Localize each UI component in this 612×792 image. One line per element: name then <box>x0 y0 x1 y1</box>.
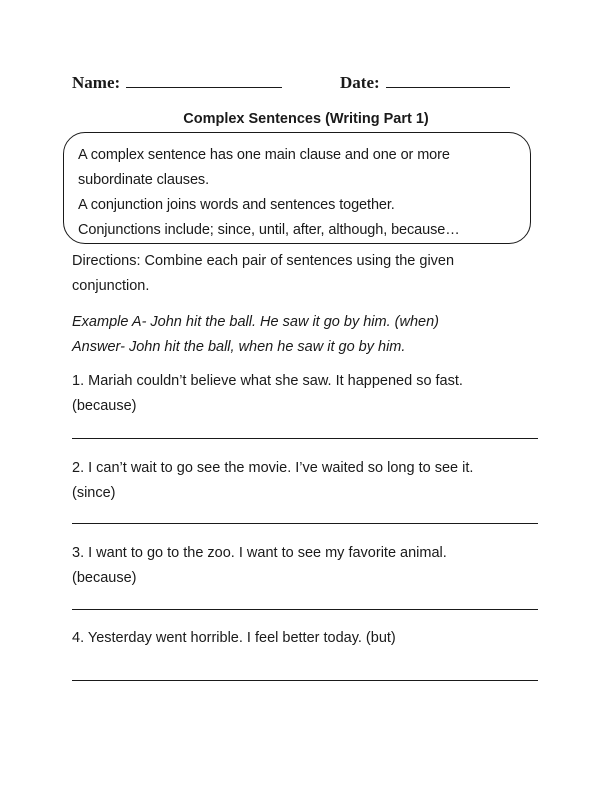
directions-line: Directions: Combine each pair of sentences using the given <box>72 253 455 269</box>
definition-line: A complex sentence has one main clause and one or more <box>78 147 450 163</box>
question-text: 1. Mariah couldn’t believe what she saw. It happened so fast. <box>72 373 463 389</box>
answer-line-1[interactable] <box>72 438 538 439</box>
definition-box <box>63 132 531 244</box>
question-3 <box>72 541 538 591</box>
date-blank-line[interactable] <box>386 72 510 88</box>
answer-line-2[interactable] <box>72 523 538 524</box>
answer-line-4[interactable] <box>72 680 538 681</box>
answer-line-3[interactable] <box>72 609 538 610</box>
question-2 <box>72 456 538 506</box>
example-block <box>72 310 439 360</box>
definition-line: subordinate clauses. <box>78 172 209 188</box>
question-conjunction: (because) <box>72 398 137 414</box>
definition-line: A conjunction joins words and sentences together. <box>78 197 395 213</box>
name-label: Name: <box>72 73 121 92</box>
question-conjunction: (since) <box>72 485 116 501</box>
example-prompt: Example A- John hit the ball. He saw it go by him. (when) <box>72 314 439 330</box>
question-1 <box>72 369 538 419</box>
name-blank-line[interactable] <box>126 72 282 88</box>
question-4 <box>72 626 538 651</box>
name-field <box>72 72 282 94</box>
question-text: 4. Yesterday went horrible. I feel better today. (but) <box>72 630 396 646</box>
question-conjunction: (because) <box>72 570 137 586</box>
date-label: Date: <box>340 73 380 92</box>
date-field <box>340 72 510 94</box>
worksheet-title: Complex Sentences (Writing Part 1) <box>183 111 429 127</box>
directions <box>72 249 532 299</box>
example-answer: Answer- John hit the ball, when he saw it go by him. <box>72 339 406 355</box>
question-text: 2. I can’t wait to go see the movie. I’ve waited so long to see it. <box>72 460 474 476</box>
directions-line: conjunction. <box>72 278 150 294</box>
definition-line: Conjunctions include; since, until, after, although, because… <box>78 222 460 238</box>
question-text: 3. I want to go to the zoo. I want to see my favorite animal. <box>72 545 447 561</box>
